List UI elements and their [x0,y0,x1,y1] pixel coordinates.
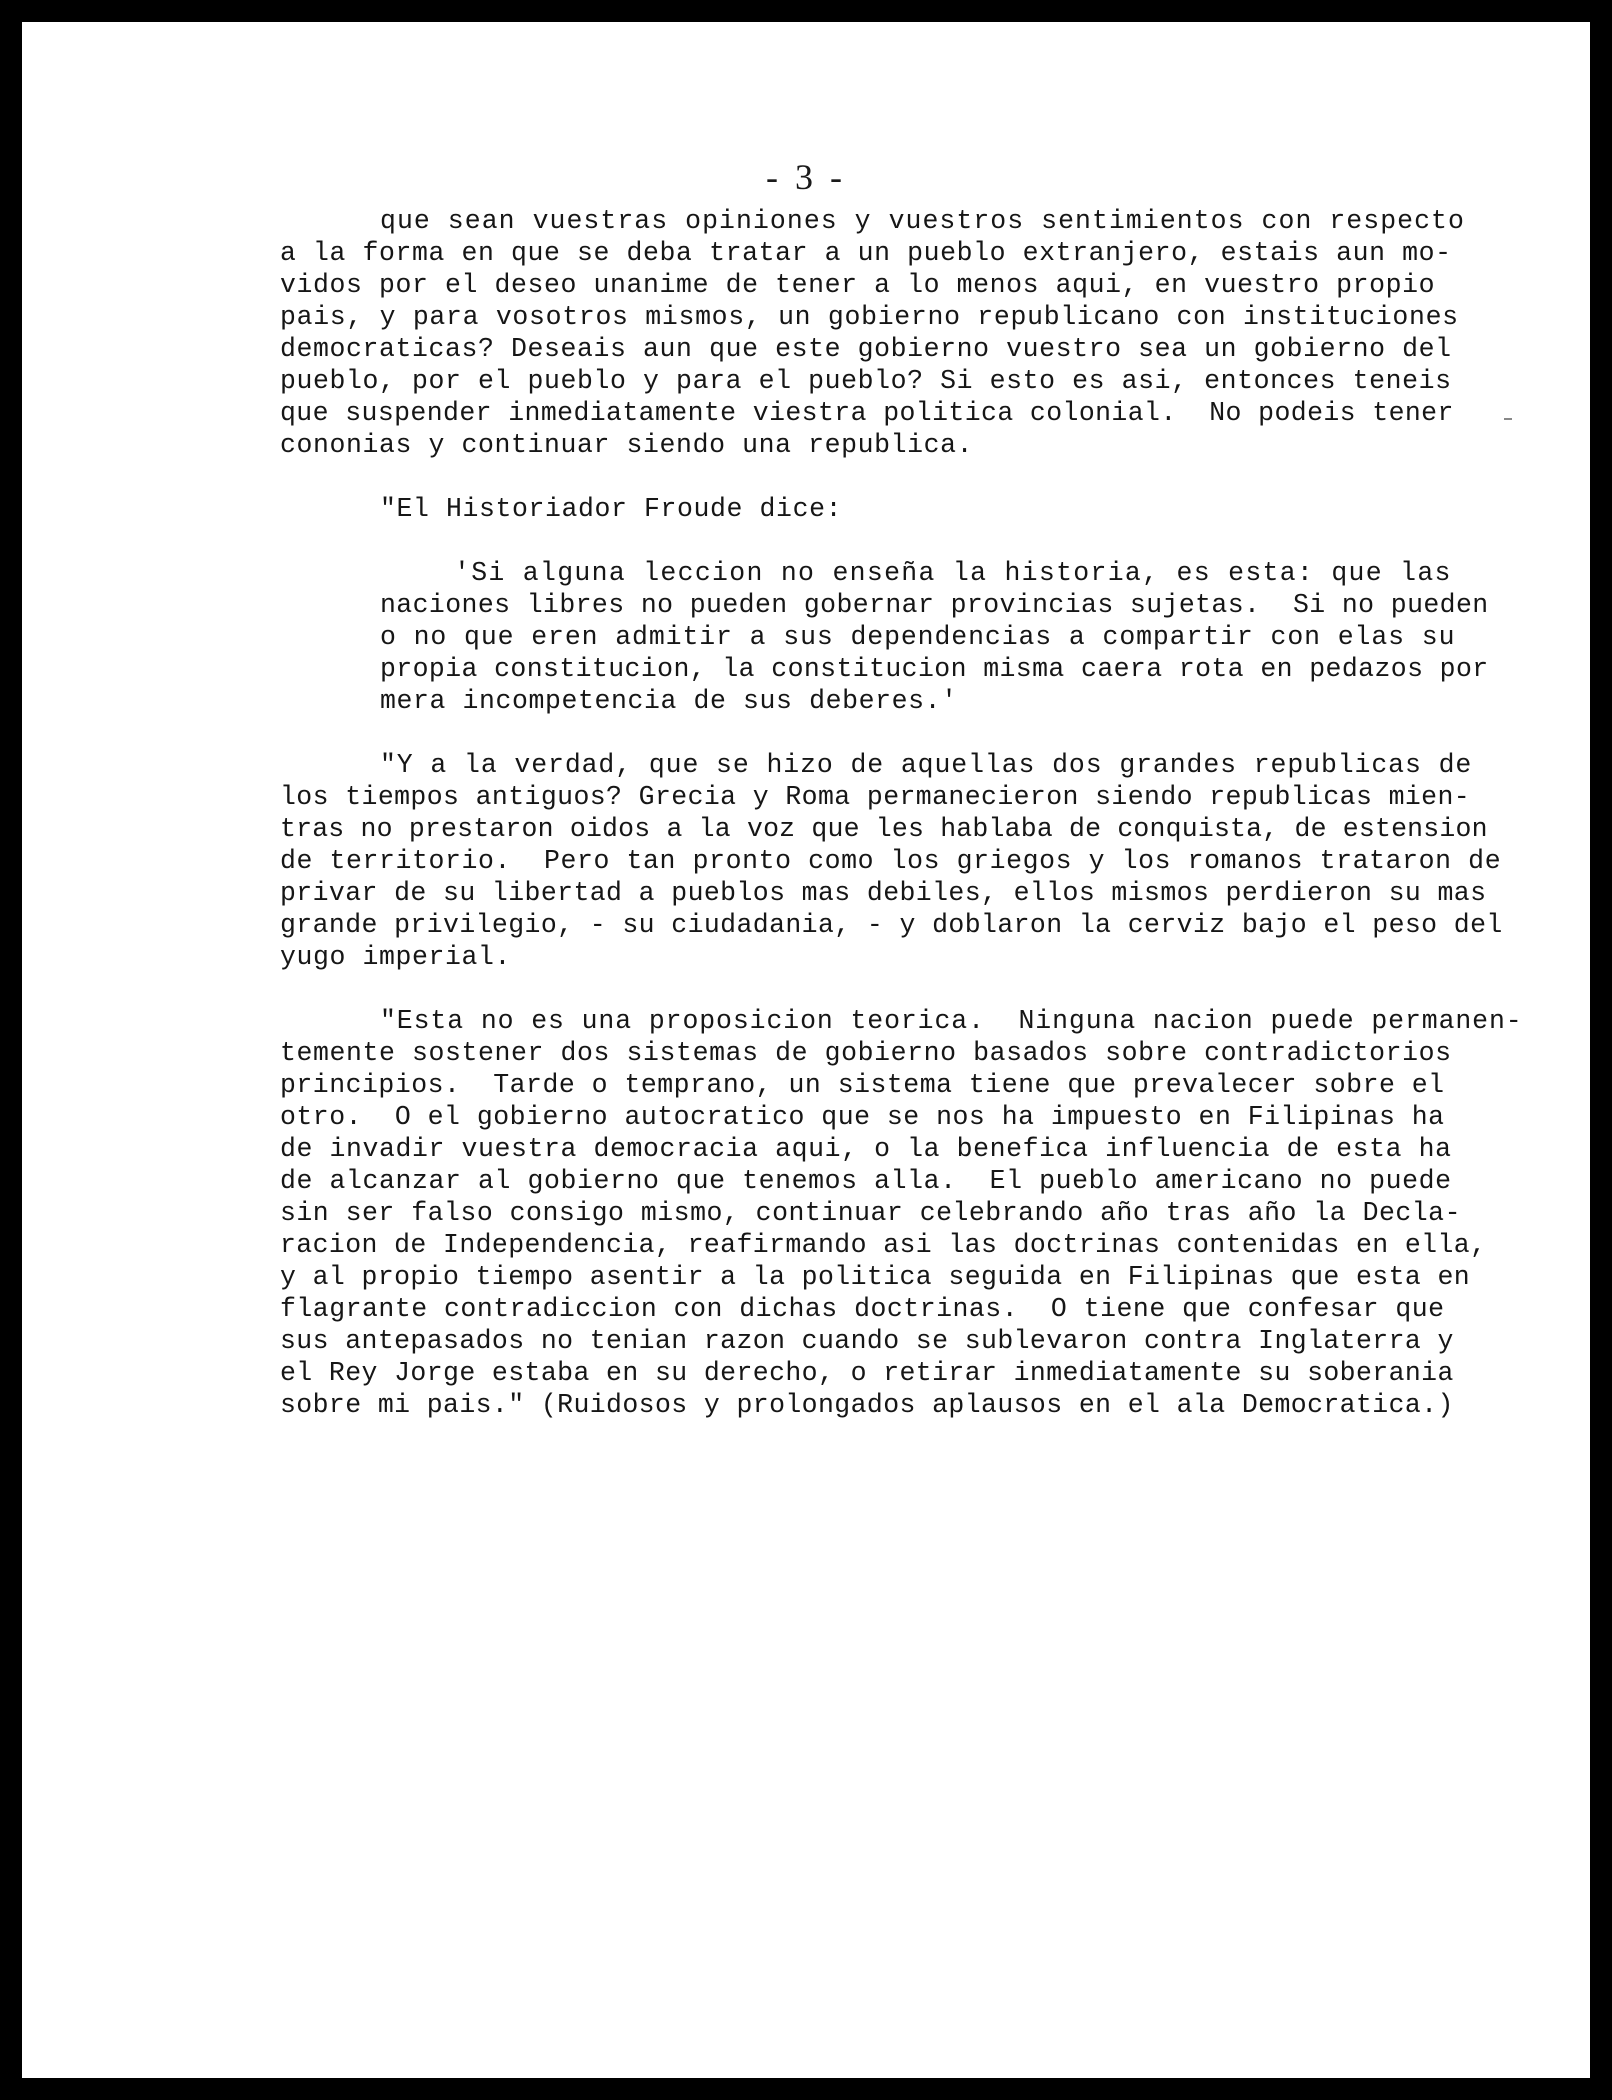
text-line: sus antepasados no tenian razon cuando se sublevaron contra Inglaterra y [280,1326,1454,1356]
text-line: flagrante contradiccion con dichas doctrinas. O tiene que confesar que [280,1294,1445,1324]
text-line: grande privilegio, - su ciudadania, - y doblaron la cerviz bajo el peso del [280,910,1503,940]
text-line: "Y a la verdad, que se hizo de aquellas dos grandes republicas de [380,750,1473,780]
text-line: sin ser falso consigo mismo, continuar celebrando año tras año la Decla- [280,1198,1461,1228]
document-page [22,22,1590,2078]
text-line: vidos por el deseo unanime de tener a lo menos aqui, en vuestro propio [280,270,1436,300]
text-line: racion de Independencia, reafirmando asi las doctrinas contenidas en ella, [280,1230,1487,1260]
text-line: "Esta no es una proposicion teorica. Ninguna nacion puede permanen- [380,1006,1523,1036]
text-line: de alcanzar al gobierno que tenemos alla. El pueblo americano no puede [280,1166,1452,1196]
text-line: pais, y para vosotros mismos, un gobierno republicano con instituciones [280,302,1459,332]
text-line: propia constitucion, la constitucion misma caera rota en pedazos por [380,654,1489,684]
text-line: sobre mi pais." (Ruidosos y prolongados aplausos en el ala Democratica.) [280,1390,1454,1420]
text-line: de territorio. Pero tan pronto como los griegos y los romanos trataron de [280,846,1502,876]
text-line: o no que eren admitir a sus dependencias a compartir con elas su [380,622,1456,652]
text-line: "El Historiador Froude dice: [380,494,843,524]
margin-mark [1504,418,1512,420]
text-line: 'Si alguna leccion no enseña la historia, es esta: que las [454,558,1452,588]
text-line: y al propio tiempo asentir a la politica seguida en Filipinas que esta en [280,1262,1471,1292]
text-line: otro. O el gobierno autocratico que se nos ha impuesto en Filipinas ha [280,1102,1445,1132]
text-line: privar de su libertad a pueblos mas debiles, ellos mismos perdieron su mas [280,878,1487,908]
text-line: que sean vuestras opiniones y vuestros sentimientos con respecto [380,206,1465,236]
page-number: - 3 - [766,157,846,197]
text-line: democraticas? Deseais aun que este gobierno vuestro sea un gobierno del [280,334,1452,364]
text-line: a la forma en que se deba tratar a un pueblo extranjero, estais aun mo- [280,238,1452,268]
text-line: el Rey Jorge estaba en su derecho, o retirar inmediatamente su soberania [280,1358,1454,1388]
text-line: naciones libres no pueden gobernar provincias sujetas. Si no pueden [380,590,1489,620]
text-line: mera incompetencia de sus deberes.' [380,686,958,716]
text-line: tras no prestaron oidos a la voz que les hablaba de conquista, de estension [280,814,1488,844]
text-line: yugo imperial. [280,942,512,972]
text-line: que suspender inmediatamente viestra politica colonial. No podeis tener [280,398,1454,428]
text-line: cononias y continuar siendo una republica. [280,430,974,460]
text-line: temente sostener dos sistemas de gobierno basados sobre contradictorios [280,1038,1452,1068]
text-line: los tiempos antiguos? Grecia y Roma permanecieron siendo republicas mien- [280,782,1471,812]
text-line: pueblo, por el pueblo y para el pueblo? Si esto es asi, entonces teneis [280,366,1452,396]
text-line: principios. Tarde o temprano, un sistema tiene que prevalecer sobre el [280,1070,1445,1100]
text-line: de invadir vuestra democracia aqui, o la benefica influencia de esta ha [280,1134,1452,1164]
